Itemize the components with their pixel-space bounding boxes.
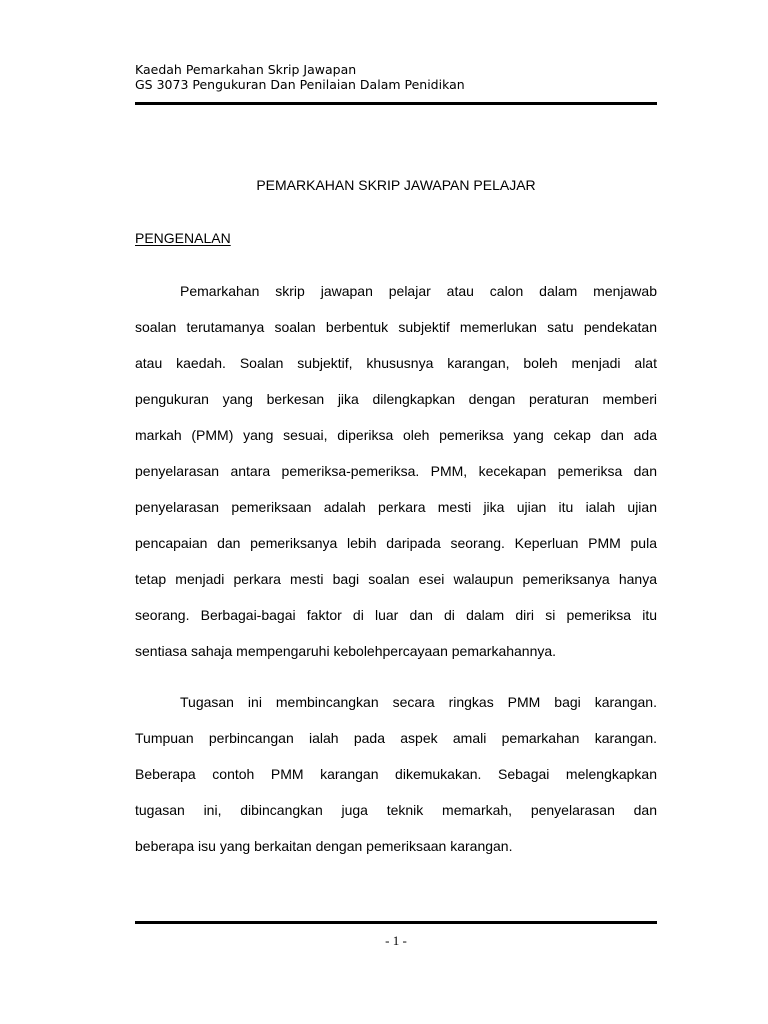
paragraph-line: tetap menjadi perkara mesti bagi soalan esei walaupun pemeriksanya hanya bbox=[135, 571, 657, 587]
paragraph-line: soalan terutamanya soalan berbentuk subjektif memerlukan satu pendekatan bbox=[135, 319, 657, 335]
header-course: GS 3073 Pengukuran Dan Penilaian Dalam Penidikan bbox=[135, 77, 465, 92]
page-number: - 1 - bbox=[385, 933, 407, 948]
paragraph-line: Tugasan ini membincangkan secara ringkas PMM bagi karangan. bbox=[180, 694, 657, 710]
paragraph-line: pengukuran yang berkesan jika dilengkapkan dengan peraturan memberi bbox=[135, 391, 657, 407]
paragraph-line: Pemarkahan skrip jawapan pelajar atau calon dalam menjawab bbox=[180, 283, 657, 299]
paragraph-line: beberapa isu yang berkaitan dengan pemeriksaan karangan. bbox=[135, 838, 513, 854]
paragraph-2 bbox=[135, 693, 657, 873]
paragraph-line: penyelarasan pemeriksaan adalah perkara mesti jika ujian itu ialah ujian bbox=[135, 499, 657, 515]
paragraph-line: sentiasa sahaja mempengaruhi kebolehpercayaan pemarkahannya. bbox=[135, 643, 557, 659]
paragraph-line: Beberapa contoh PMM karangan dikemukakan. Sebagai melengkapkan bbox=[135, 766, 657, 782]
header-title: Kaedah Pemarkahan Skrip Jawapan bbox=[135, 62, 357, 77]
paragraph-line: seorang. Berbagai-bagai faktor di luar dan di dalam diri si pemeriksa itu bbox=[135, 607, 657, 623]
paragraph-line: atau kaedah. Soalan subjektif, khususnya karangan, boleh menjadi alat bbox=[135, 355, 657, 371]
section-heading: PENGENALAN bbox=[135, 230, 231, 246]
document-title: PEMARKAHAN SKRIP JAWAPAN PELAJAR bbox=[256, 177, 536, 193]
paragraph-line: pencapaian dan pemeriksanya lebih daripada seorang. Keperluan PMM pula bbox=[135, 535, 657, 551]
running-header bbox=[135, 62, 656, 92]
paragraph-line: markah (PMM) yang sesuai, diperiksa oleh pemeriksa yang cekap dan ada bbox=[135, 427, 657, 443]
paragraph-line: tugasan ini, dibincangkan juga teknik memarkah, penyelarasan dan bbox=[135, 802, 657, 818]
footer-rule bbox=[135, 921, 657, 924]
paragraph-line: Tumpuan perbincangan ialah pada aspek amali pemarkahan karangan. bbox=[135, 730, 657, 746]
paragraph-line: penyelarasan antara pemeriksa-pemeriksa. PMM, kecekapan pemeriksa dan bbox=[135, 463, 657, 479]
paragraph-1 bbox=[135, 282, 657, 678]
header-rule bbox=[135, 102, 657, 105]
